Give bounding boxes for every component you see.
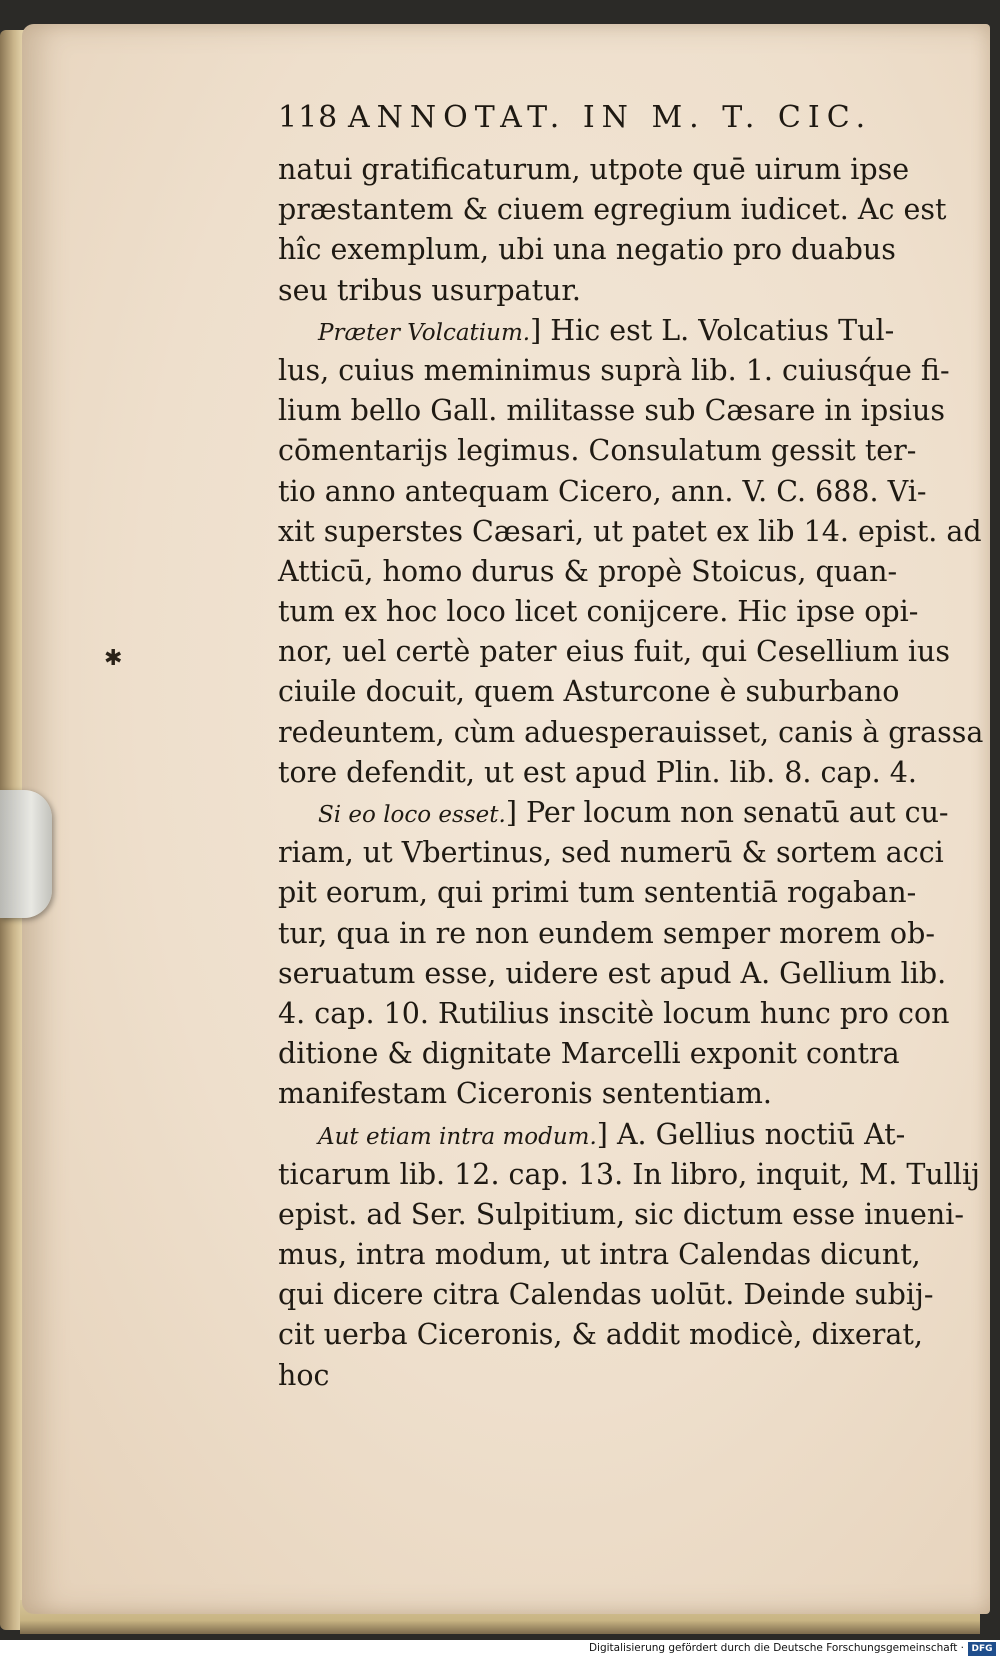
line-text: tur, qua in re non eundem semper morem ob-	[278, 916, 935, 950]
text-line	[278, 873, 968, 913]
line-text: epist. ad Ser. Sulpitium, sic dictum esse inueni-	[278, 1197, 964, 1231]
text-line	[278, 311, 968, 351]
dfg-logo: DFG	[968, 1642, 996, 1656]
line-text: 4. cap. 10. Rutilius inscitè locum hunc pro con	[278, 996, 950, 1030]
text-line	[278, 512, 982, 552]
text-line	[278, 472, 968, 512]
footer-credit: Digitalisierung gefördert durch die Deutsche Forschungsgemeinschaft ·	[588, 1642, 964, 1654]
text-line	[278, 351, 968, 391]
text-line	[278, 793, 968, 833]
text-line	[278, 1034, 968, 1074]
text-line	[278, 1155, 980, 1195]
line-text: natui gratificaturum, utpote quē uirum ipse	[278, 153, 910, 186]
text-line	[278, 431, 968, 471]
page-number: 118	[278, 100, 339, 135]
lemma: Aut etiam intra modum.	[318, 1123, 597, 1150]
line-text: tum ex hoc loco licet conijcere. Hic ipse opi-	[278, 595, 919, 629]
margin-asterisk-mark: ✱	[104, 646, 123, 671]
line-text: cōmentarijs legimus. Consulatum gessit ter-	[278, 434, 917, 468]
text-line	[278, 190, 968, 230]
line-text: cit uerba Ciceronis, & addit modicè, dixerat,	[278, 1318, 923, 1352]
line-text: qui dicere citra Calendas uolūt. Deinde subij-	[278, 1278, 934, 1312]
text-line	[278, 1074, 968, 1114]
line-text: hîc exemplum, ubi una negatio pro duabus	[278, 233, 896, 267]
line-text: mus, intra modum, ut intra Calendas dicunt,	[278, 1238, 921, 1272]
page-clip	[0, 790, 52, 918]
text-line	[278, 753, 968, 793]
line-text: nor, uel certè pater eius fuit, qui Cesellium ius	[278, 635, 951, 669]
digitization-footer	[0, 1640, 1000, 1659]
text-line	[278, 1315, 968, 1355]
text-line	[278, 1275, 968, 1315]
line-text: ] A. Gellius noctiū At-	[596, 1117, 906, 1151]
line-text: ] Per locum non senatū aut cu-	[505, 796, 949, 829]
text-line	[278, 1356, 968, 1396]
text-line	[278, 592, 968, 632]
text-line	[278, 230, 968, 270]
text-line	[278, 1235, 968, 1275]
line-text: seruatum esse, uidere est apud A. Gellium lib.	[278, 956, 947, 990]
text-line	[278, 150, 968, 190]
line-text: ciuile docuit, quem Asturcone è suburbano	[278, 675, 900, 709]
running-header	[278, 100, 918, 135]
text-line	[278, 391, 968, 431]
line-text: tio anno antequam Cicero, ann. V. C. 688. Vi-	[278, 474, 927, 508]
text-line	[278, 1115, 968, 1155]
text-line	[278, 914, 968, 954]
line-text: ditione & dignitate Marcelli exponit contra	[278, 1037, 900, 1071]
line-text: præstantem & ciuem egregium iudicet. Ac est	[278, 193, 947, 227]
lemma: Præter Volcatium.	[318, 319, 531, 346]
line-text: hoc	[278, 1358, 330, 1392]
text-line	[278, 1195, 968, 1235]
page-text-block	[278, 150, 984, 1396]
line-text: lus, cuius meminimus suprà lib. 1. cuiusq́ue fi-	[278, 353, 950, 387]
line-text: tore defendit, ut est apud Plin. lib. 8. cap. 4.	[278, 755, 917, 789]
line-text: manifestam Ciceronis sententiam.	[278, 1077, 772, 1111]
text-line	[278, 833, 968, 873]
line-text: riam, ut Vbertinus, sed numerū & sortem acci	[278, 836, 944, 870]
text-line	[278, 672, 968, 712]
line-text: ticarum lib. 12. cap. 13. In libro, inquit, M. Tullij	[278, 1157, 980, 1191]
line-text: lium bello Gall. militasse sub Cæsare in ipsius	[278, 394, 945, 428]
running-title: ANNOTAT. IN M. T. CIC.	[348, 100, 873, 135]
text-line	[278, 713, 984, 753]
text-line	[278, 552, 968, 592]
text-line	[278, 954, 968, 994]
text-line	[278, 271, 968, 311]
text-line	[278, 994, 968, 1034]
lemma: Si eo loco esset.	[318, 802, 506, 828]
line-text: seu tribus usurpatur.	[278, 273, 581, 307]
line-text: Atticū, homo durus & propè Stoicus, quan-	[278, 554, 898, 588]
line-text: ] Hic est L. Volcatius Tul-	[530, 313, 895, 347]
line-text: pit eorum, qui primi tum sententiā rogaban-	[278, 876, 917, 910]
line-text: xit superstes Cæsari, ut patet ex lib 14. epist. ad	[278, 514, 982, 548]
line-text: redeuntem, cùm aduesperauisset, canis à grassa	[278, 715, 984, 749]
text-line	[278, 632, 968, 672]
